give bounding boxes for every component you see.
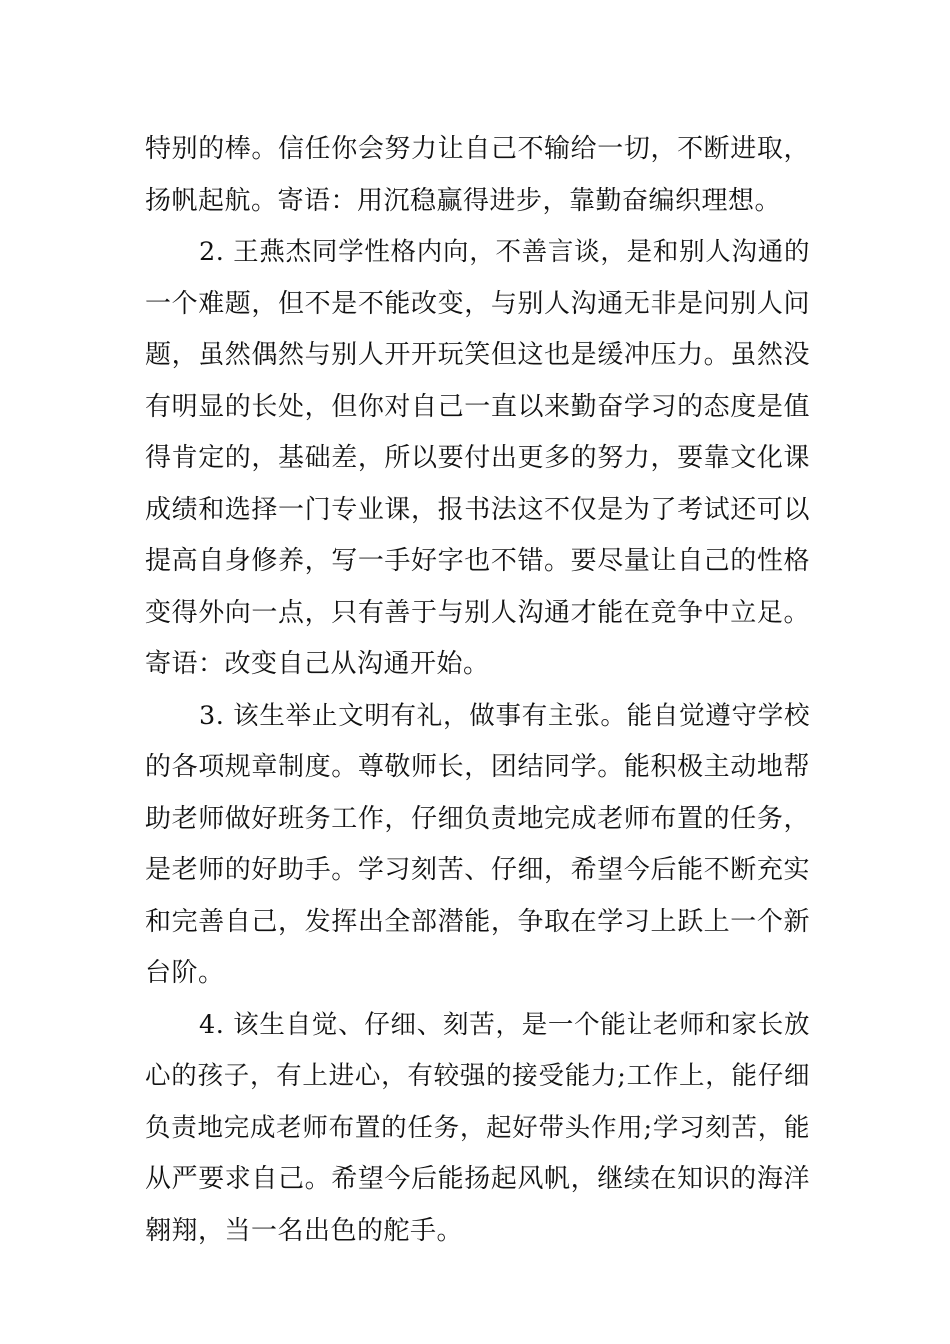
text-line: 寄语：改变自己从沟通开始。 xyxy=(145,649,490,679)
text-line: 有明显的长处，但你对自己一直以来勤奋学习的态度是值 xyxy=(145,391,810,422)
text-line: 2. 王燕杰同学性格内向，不善言谈，是和别人沟通的 xyxy=(199,237,810,267)
text-line: 助老师做好班务工作，仔细负责地完成老师布置的任务， xyxy=(145,803,810,834)
text-line: 题，虽然偶然与别人开开玩笑但这也是缓冲压力。虽然没 xyxy=(145,340,810,370)
text-line: 特别的棒。信任你会努力让自己不输给一切，不断进取， xyxy=(145,134,810,164)
text-line: 翱翔，当一名出色的舵手。 xyxy=(145,1215,464,1246)
text-line: 成绩和选择一门专业课，报书法这不仅是为了考试还可以 xyxy=(145,494,810,525)
text-line: 从严要求自己。希望今后能扬起风帆，继续在知识的海洋 xyxy=(145,1164,810,1194)
text-line: 台阶。 xyxy=(145,958,225,988)
text-line: 心的孩子，有上进心，有较强的接受能力;工作上，能仔细 xyxy=(145,1061,810,1091)
text-line: 得肯定的，基础差，所以要付出更多的努力，要靠文化课 xyxy=(145,443,810,473)
paragraph-1 xyxy=(145,124,810,227)
text-line: 4. 该生自觉、仔细、刻苦，是一个能让老师和家长放 xyxy=(199,1009,810,1040)
paragraph-4 xyxy=(145,1000,810,1258)
text-line: 是老师的好助手。学习刻苦、仔细，希望今后能不断充实 xyxy=(145,855,810,885)
text-line: 负责地完成老师布置的任务，起好带头作用;学习刻苦，能 xyxy=(145,1112,810,1143)
text-line: 3. 该生举止文明有礼，做事有主张。能自觉遵守学校 xyxy=(199,700,810,731)
paragraph-3 xyxy=(145,691,810,1000)
text-line: 一个难题，但不是不能改变，与别人沟通无非是问别人问 xyxy=(145,288,810,319)
text-line: 的各项规章制度。尊敬师长，团结同学。能积极主动地帮 xyxy=(145,752,810,782)
text-line: 和完善自己，发挥出全部潜能，争取在学习上跃上一个新 xyxy=(145,906,810,937)
text-line: 扬帆起航。寄语：用沉稳赢得进步，靠勤奋编织理想。 xyxy=(145,185,782,216)
paragraph-2 xyxy=(145,227,810,691)
document-body xyxy=(145,124,810,1257)
text-line: 变得外向一点，只有善于与别人沟通才能在竞争中立足。 xyxy=(145,597,810,628)
text-line: 提高自身修养，写一手好字也不错。要尽量让自己的性格 xyxy=(145,546,810,576)
